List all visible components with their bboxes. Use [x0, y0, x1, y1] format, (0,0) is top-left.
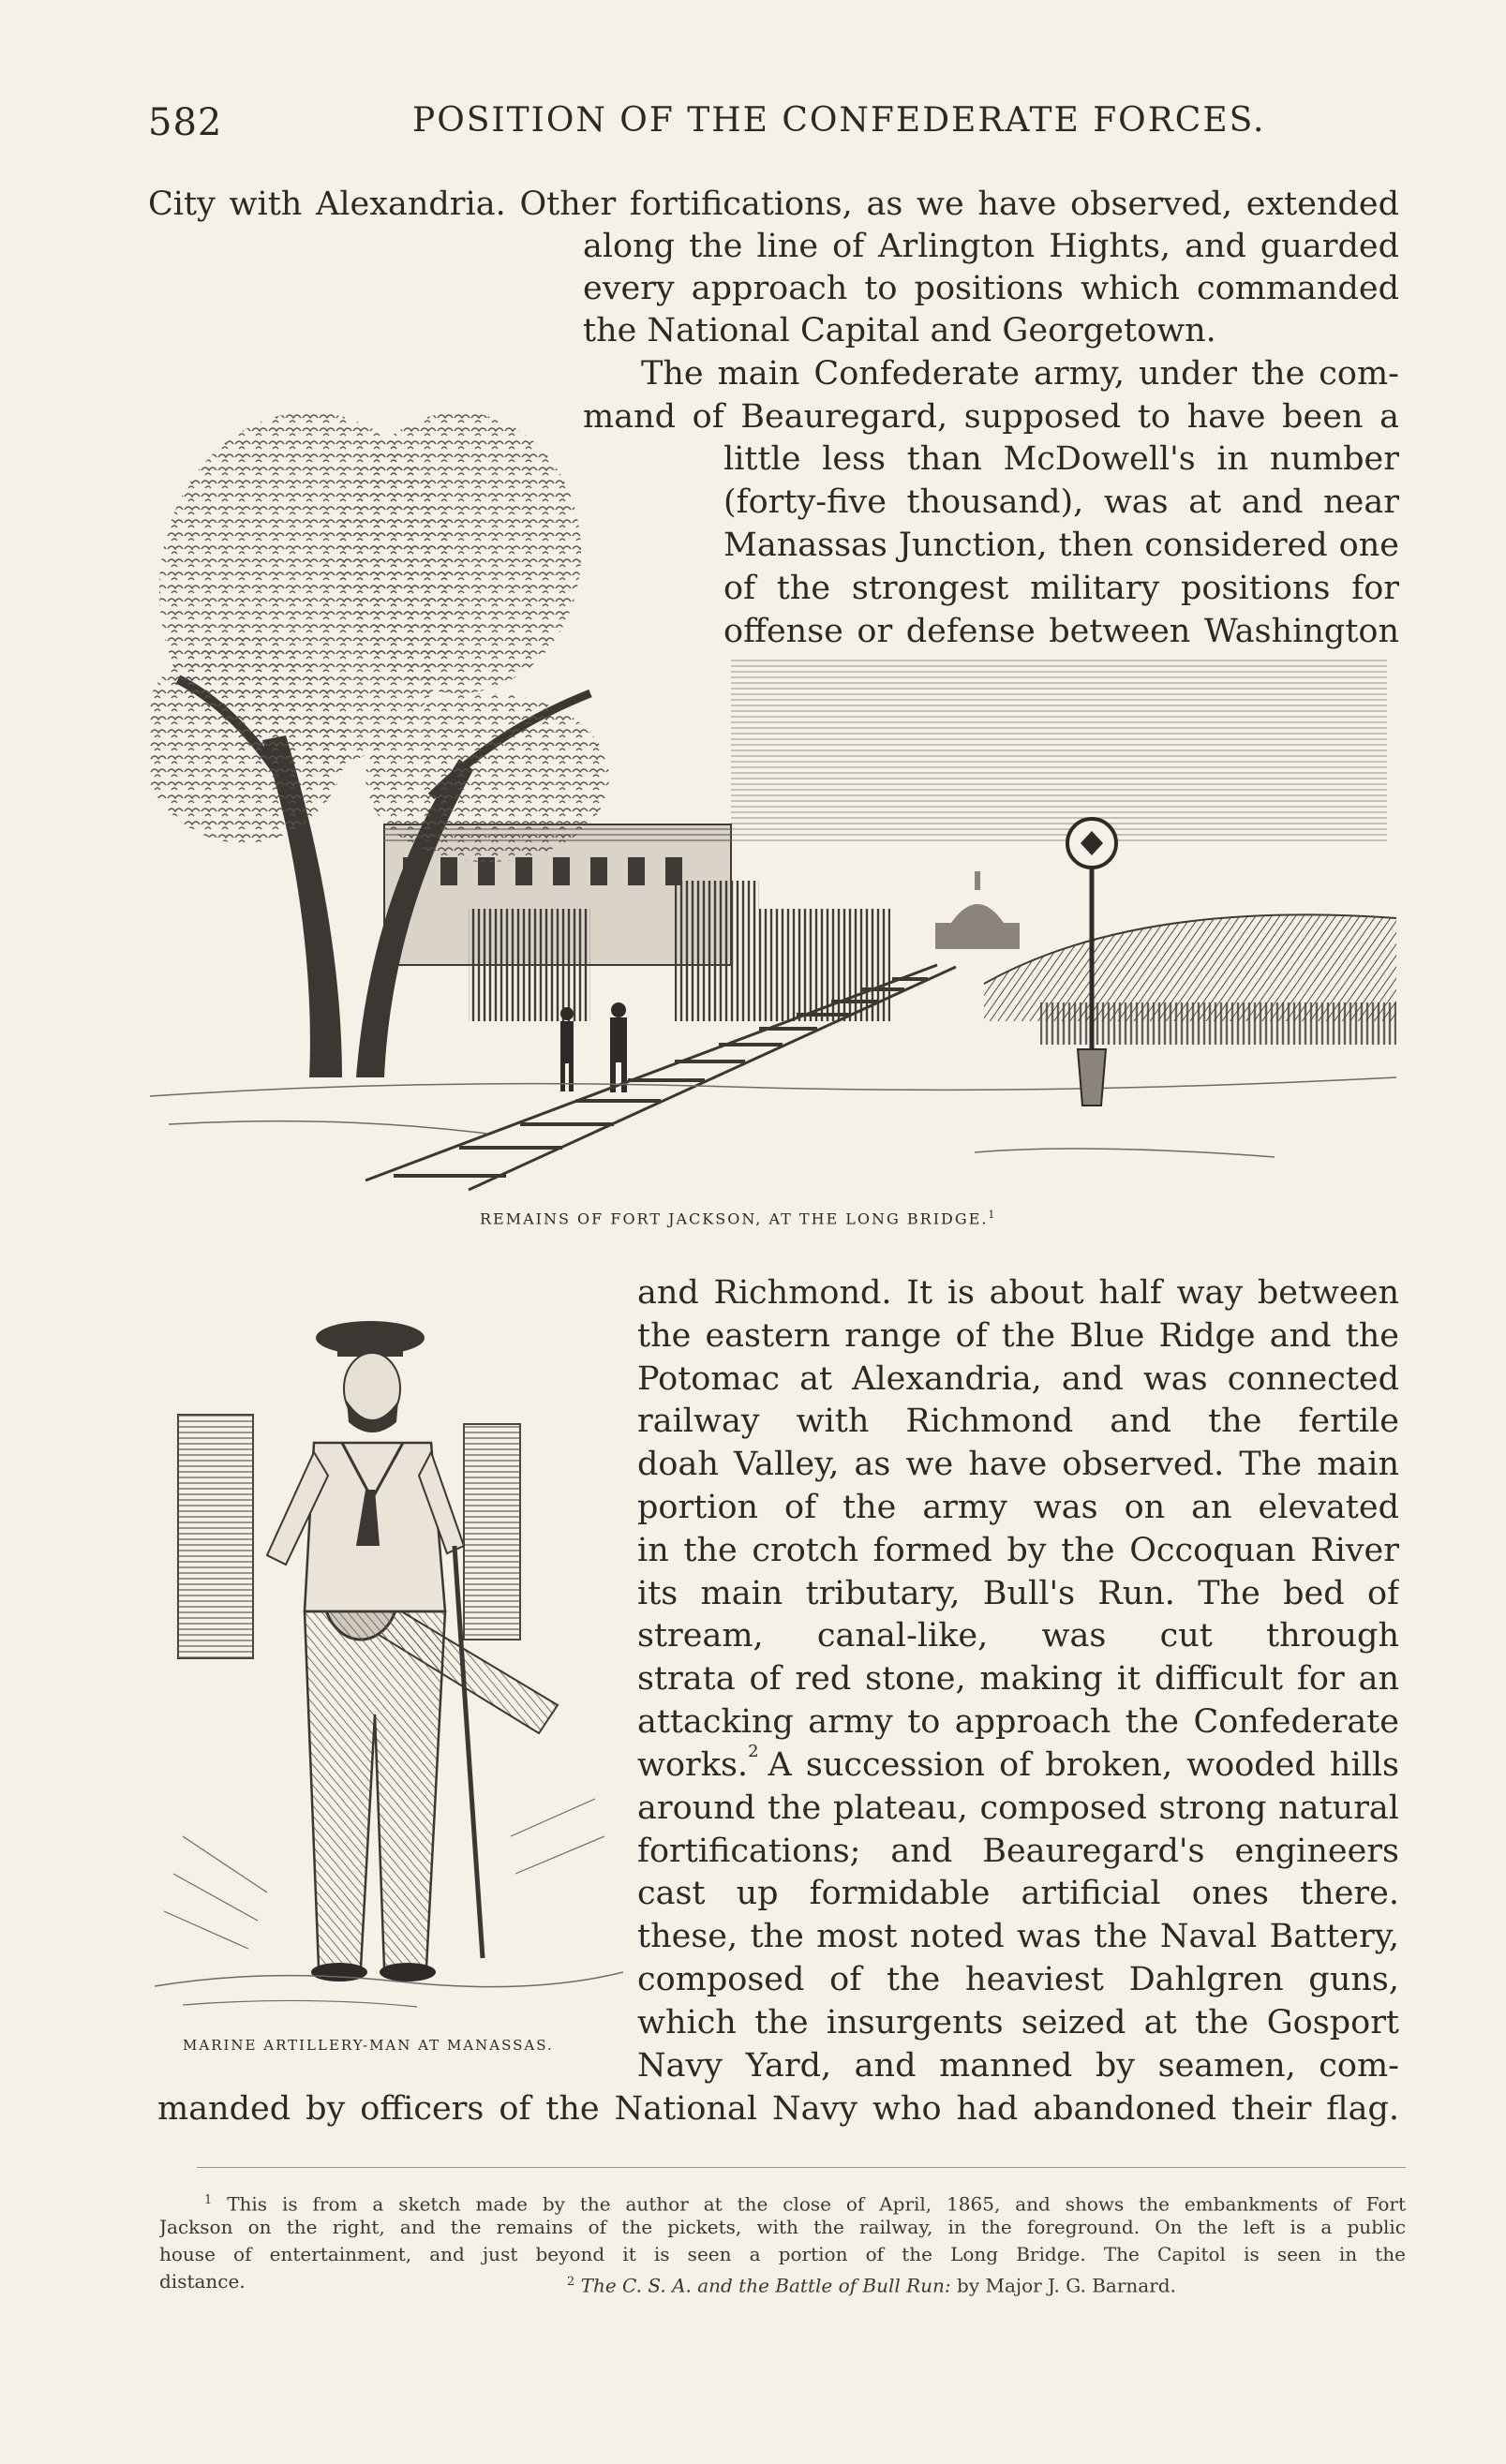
- text-line: the National Capital and Georgetown.: [583, 312, 1216, 349]
- footnote-2-title: The C. S. A. and the Battle of Bull Run:: [580, 2274, 951, 2297]
- footnote-2: [567, 2268, 1176, 2300]
- text-line: cast up formidable artificial ones there.: [637, 1875, 1399, 1912]
- text-line: Manassas Junction, then considered one: [723, 527, 1399, 564]
- text-fragment: works.: [637, 1746, 749, 1784]
- footnote-1-line: Jackson on the right, and the remains of the pickets, with the railway, in the foreground. On the left is a public: [159, 2216, 1406, 2238]
- footnote-1-line: house of entertainment, and just beyond it is seen a portion of the Long Bridge. The Capitol is seen in the: [159, 2243, 1406, 2265]
- text-line: Potomac at Alexandria, and was connected: [637, 1360, 1399, 1398]
- text-line: little less than McDowell's in number: [723, 440, 1399, 478]
- text-line: in the crotch formed by the Occoquan River: [637, 1532, 1399, 1569]
- text-line: (forty-five thousand), was at and near: [723, 483, 1399, 521]
- footnote-1-line: distance.: [159, 2270, 246, 2293]
- text-line: around the plateau, composed strong natural: [637, 1789, 1399, 1827]
- text-line: every approach to positions which commanded: [583, 270, 1399, 307]
- text-line: and Richmond. It is about half way between: [637, 1274, 1399, 1312]
- text-line: doah Valley, as we have observed. The main: [637, 1446, 1399, 1483]
- text-line: railway with Richmond and the fertile: [637, 1403, 1399, 1440]
- text-line: portion of the army was on an elevated: [637, 1489, 1399, 1526]
- text-line: manded by officers of the National Navy who had abandoned their flag.: [157, 2090, 1399, 2128]
- footnote-2-author: by Major J. G. Barnard.: [950, 2274, 1176, 2297]
- page-number: 582: [148, 101, 223, 144]
- text-line: attacking army to approach the Confederate: [637, 1703, 1399, 1741]
- standing-figures-illustration: [560, 1002, 627, 1092]
- footnote-text: This is from a sketch made by the author at the close of April, 1865, and shows the embankments of Fort: [227, 2192, 1406, 2216]
- text-fragment: A succession of broken, wooded hills: [768, 1746, 1399, 1784]
- text-line: Navy Yard, and manned by seamen, com-: [637, 2047, 1399, 2085]
- capitol-dome-icon: [935, 871, 1020, 949]
- fort-jackson-illustration: [150, 253, 1396, 1199]
- text-line: The main Confederate army, under the com-: [641, 355, 1399, 393]
- text-line: which the insurgents seized at the Gosport: [637, 2004, 1399, 2041]
- text-line: offense or defense between Washington: [723, 613, 1399, 650]
- text-line: fortifications; and Beauregard's engineers: [637, 1833, 1399, 1870]
- figure-2-caption: MARINE ARTILLERY-MAN AT MANASSAS.: [183, 2037, 554, 2054]
- text-line: its main tributary, Bull's Run. The bed of: [637, 1575, 1399, 1612]
- figure-1-caption-text: REMAINS OF FORT JACKSON, AT THE LONG BRIDGE.: [480, 1210, 989, 1228]
- text-line: stream, canal-like, was cut through: [637, 1617, 1399, 1655]
- marine-artilleryman-illustration: [155, 1312, 623, 2024]
- footnote-mark: 1: [988, 1209, 997, 1221]
- text-line: [637, 1744, 1399, 1787]
- text-line: of the strongest military positions for: [723, 570, 1399, 607]
- text-line: City with Alexandria. Other fortifications, as we have observed, extended: [148, 186, 1399, 223]
- text-line: the eastern range of the Blue Ridge and the: [637, 1317, 1399, 1355]
- text-line: composed of the heaviest Dahlgren guns,: [637, 1961, 1399, 1998]
- footnote-mark: 1: [204, 2193, 213, 2207]
- text-line: along the line of Arlington Hights, and guarded: [583, 228, 1399, 265]
- text-line: these, the most noted was the Naval Battery,: [637, 1918, 1399, 1955]
- running-head: POSITION OF THE CONFEDERATE FORCES.: [412, 101, 1266, 140]
- figure-1-caption: [480, 1209, 996, 1227]
- footnote-mark: 2: [748, 1742, 759, 1761]
- footnote-mark: 2: [567, 2275, 575, 2289]
- footnote-rule: [197, 2167, 1406, 2168]
- text-line: mand of Beauregard, supposed to have been a: [583, 398, 1399, 436]
- text-line: strata of red stone, making it difficult for an: [637, 1660, 1399, 1698]
